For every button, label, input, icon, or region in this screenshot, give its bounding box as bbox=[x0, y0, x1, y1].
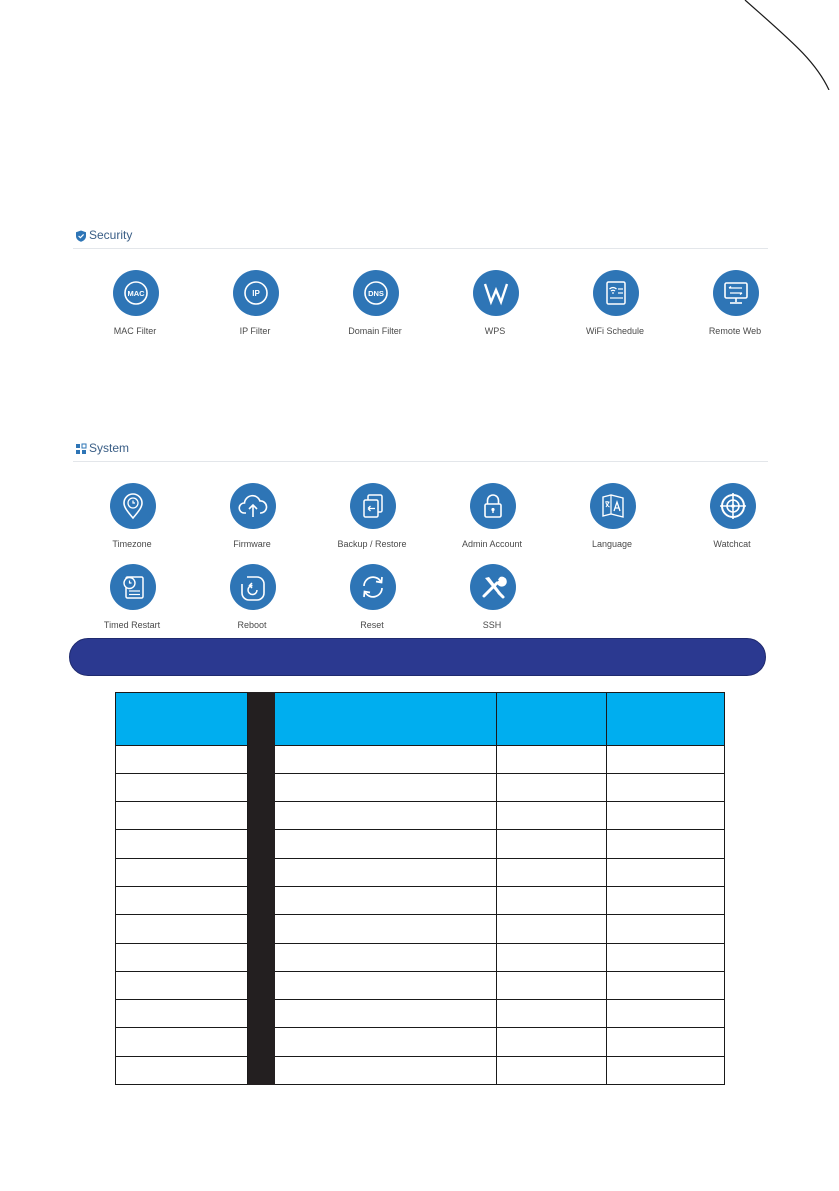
system-section-header bbox=[73, 441, 768, 462]
table-row bbox=[116, 773, 725, 801]
svg-text:MAC: MAC bbox=[127, 289, 145, 298]
table-row bbox=[116, 915, 725, 943]
lock-icon bbox=[470, 483, 516, 529]
tools-icon bbox=[470, 564, 516, 610]
ssh-label: SSH bbox=[482, 620, 502, 630]
svg-text:IP: IP bbox=[252, 289, 260, 298]
location-clock-icon bbox=[110, 483, 156, 529]
admin-account-label: Admin Account bbox=[461, 539, 523, 549]
svg-text:DNS: DNS bbox=[368, 289, 384, 298]
reboot-icon bbox=[230, 564, 276, 610]
blank-table bbox=[115, 692, 725, 1085]
ip-filter-label: IP Filter bbox=[239, 326, 271, 336]
cloud-upload-icon bbox=[230, 483, 276, 529]
reset-icon bbox=[350, 564, 396, 610]
table-header-cell bbox=[116, 693, 248, 746]
wifi-schedule-label: WiFi Schedule bbox=[585, 326, 645, 336]
table-row bbox=[116, 971, 725, 999]
wps-label: WPS bbox=[484, 326, 506, 336]
language-icon bbox=[590, 483, 636, 529]
language-label: Language bbox=[591, 539, 633, 549]
table-row bbox=[116, 1000, 725, 1028]
section-banner bbox=[69, 638, 766, 676]
shield-icon bbox=[75, 230, 87, 242]
mac-icon bbox=[113, 270, 159, 316]
security-section-header bbox=[73, 228, 768, 249]
corner-curve-decoration bbox=[0, 0, 839, 90]
table-row bbox=[116, 1056, 725, 1084]
remote-web-label: Remote Web bbox=[708, 326, 762, 336]
domain-filter-label: Domain Filter bbox=[348, 326, 402, 336]
table-header-cell bbox=[497, 693, 607, 746]
grid-icon bbox=[75, 443, 87, 455]
table-header-row bbox=[116, 693, 725, 746]
remote-web-icon bbox=[713, 270, 759, 316]
reboot-label: Reboot bbox=[237, 620, 267, 630]
timed-restart-label: Timed Restart bbox=[103, 620, 161, 630]
table-row bbox=[116, 745, 725, 773]
firmware-label: Firmware bbox=[233, 539, 271, 549]
watchcat-label: Watchcat bbox=[713, 539, 751, 549]
reset-label: Reset bbox=[360, 620, 384, 630]
table-header-cell bbox=[607, 693, 725, 746]
security-title: Security bbox=[89, 228, 133, 242]
table-row bbox=[116, 886, 725, 914]
backup-restore-label: Backup / Restore bbox=[337, 539, 407, 549]
timezone-label: Timezone bbox=[112, 539, 152, 549]
table-row bbox=[116, 1028, 725, 1056]
mac-filter-label: MAC Filter bbox=[113, 326, 157, 336]
table-divider-cell bbox=[248, 693, 275, 746]
table-row bbox=[116, 830, 725, 858]
table-row bbox=[116, 943, 725, 971]
ip-icon bbox=[233, 270, 279, 316]
table-header-cell bbox=[275, 693, 497, 746]
wps-icon bbox=[473, 270, 519, 316]
timed-restart-icon bbox=[110, 564, 156, 610]
system-title: System bbox=[89, 441, 130, 455]
table-row bbox=[116, 802, 725, 830]
backup-restore-icon bbox=[350, 483, 396, 529]
dns-icon bbox=[353, 270, 399, 316]
wifi-schedule-icon bbox=[593, 270, 639, 316]
target-icon bbox=[710, 483, 756, 529]
table-row bbox=[116, 858, 725, 886]
